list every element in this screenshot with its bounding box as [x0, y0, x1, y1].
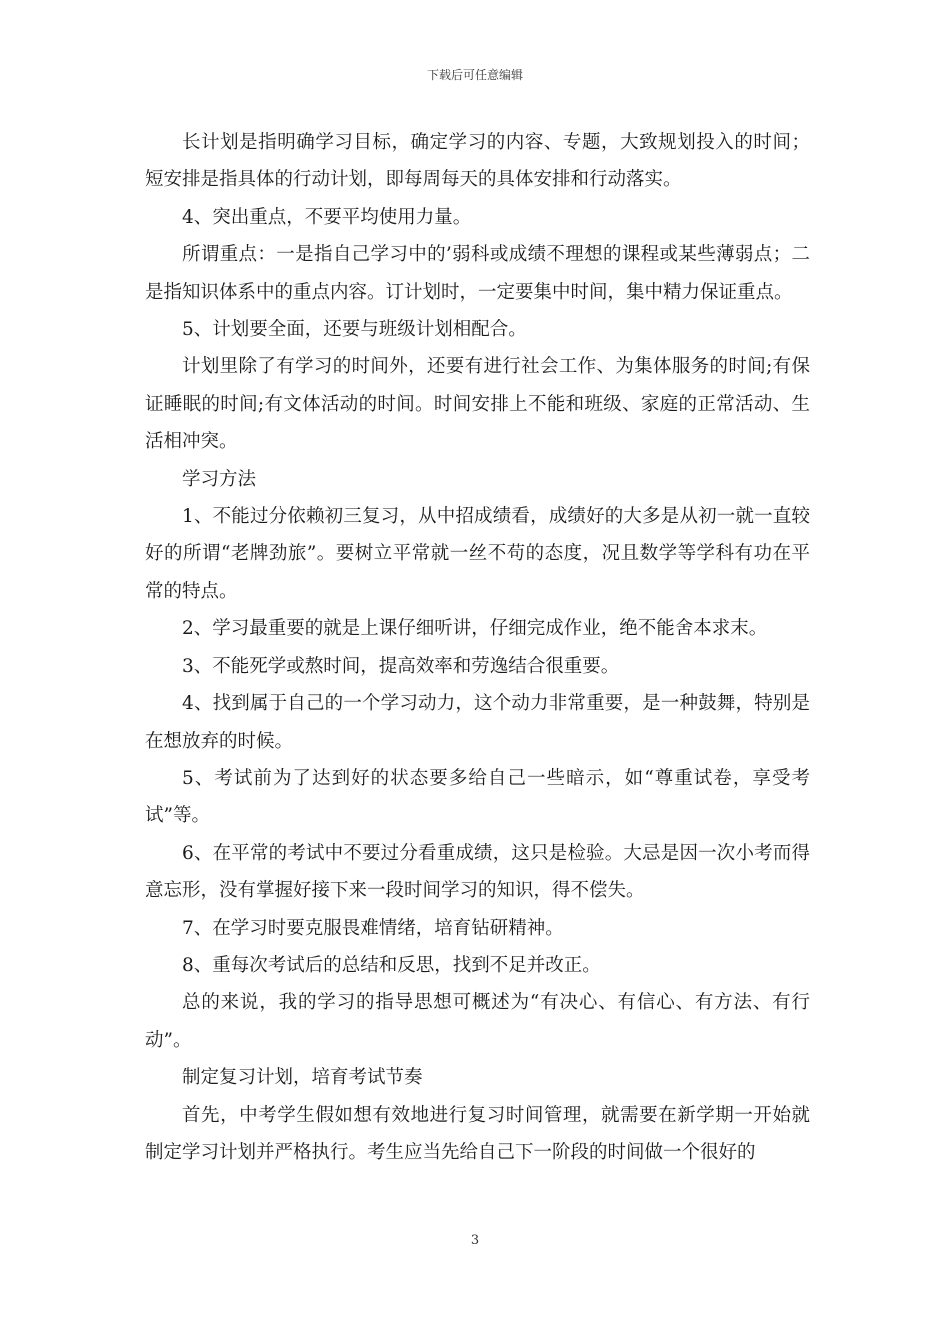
section-heading: 制定复习计划，培育考试节奏	[182, 1067, 423, 1089]
paragraph: 首先，中考学生假如想有效地进行复习时间管理，就需要在新学期一开始就制定学习计划并严格执行。考生应当先给自己下一阶段的时间做一个很好的	[145, 1104, 810, 1163]
paragraph: 7、在学习时要克服畏难情绪，培育钻研精神。	[182, 917, 564, 939]
paragraph: 所谓重点：一是指自己学习中的’弱科或成绩不理想的课程或某些薄弱点；二是指知识体系中的重点内容。订计划时，一定要集中时间，集中精力保证重点。	[145, 244, 810, 303]
paragraph: 2、学习最重要的就是上课仔细听讲，仔细完成作业，绝不能舍本求末。	[182, 618, 768, 640]
document-body	[145, 124, 810, 1171]
paragraph: 总的来说，我的学习的指导思想可概述为“有决心、有信心、有方法、有行动”。	[145, 992, 810, 1051]
section-heading: 学习方法	[182, 468, 257, 490]
page-header: 下载后可任意编辑	[426, 68, 523, 82]
paragraph: 8、重每次考试后的总结和反思，找到不足并改正。	[182, 954, 601, 976]
paragraph: 5、计划要全面，还要与班级计划相配合。	[182, 319, 527, 341]
paragraph: 6、在平常的考试中不要过分看重成绩，这只是检验。大忌是因一次小考而得意忘形，没有掌握好接下来一段时间学习的知识，得不偿失。	[145, 842, 810, 902]
paragraph: 1、不能过分依赖初三复习，从中招成绩看，成绩好的大多是从初一就一直较好的所谓“老牌劲旅”。要树立平常就一丝不苟的态度，况且数学等学科有功在平常的特点。	[145, 506, 810, 602]
paragraph: 4、找到属于自己的一个学习动力，这个动力非常重要，是一种鼓舞，特别是在想放弃的时候。	[145, 693, 810, 752]
paragraph: 长计划是指明确学习目标，确定学习的内容、专题，大致规划投入的时间；短安排是指具体的行动计划，即每周每天的具体安排和行动落实。	[145, 132, 810, 191]
paragraph: 3、不能死学或熬时间，提高效率和劳逸结合很重要。	[182, 655, 620, 677]
paragraph: 4、突出重点，不要平均使用力量。	[182, 206, 472, 228]
paragraph: 计划里除了有学习的时间外，还要有进行社会工作、为集体服务的时间;有保证睡眠的时间;有文体活动的时间。时间安排上不能和班级、家庭的正常活动、生活相冲突。	[145, 356, 810, 453]
page-number: 3	[470, 1233, 480, 1248]
paragraph: 5、考试前为了达到好的状态要多给自己一些暗示，如“尊重试卷，享受考试”等。	[145, 767, 810, 827]
